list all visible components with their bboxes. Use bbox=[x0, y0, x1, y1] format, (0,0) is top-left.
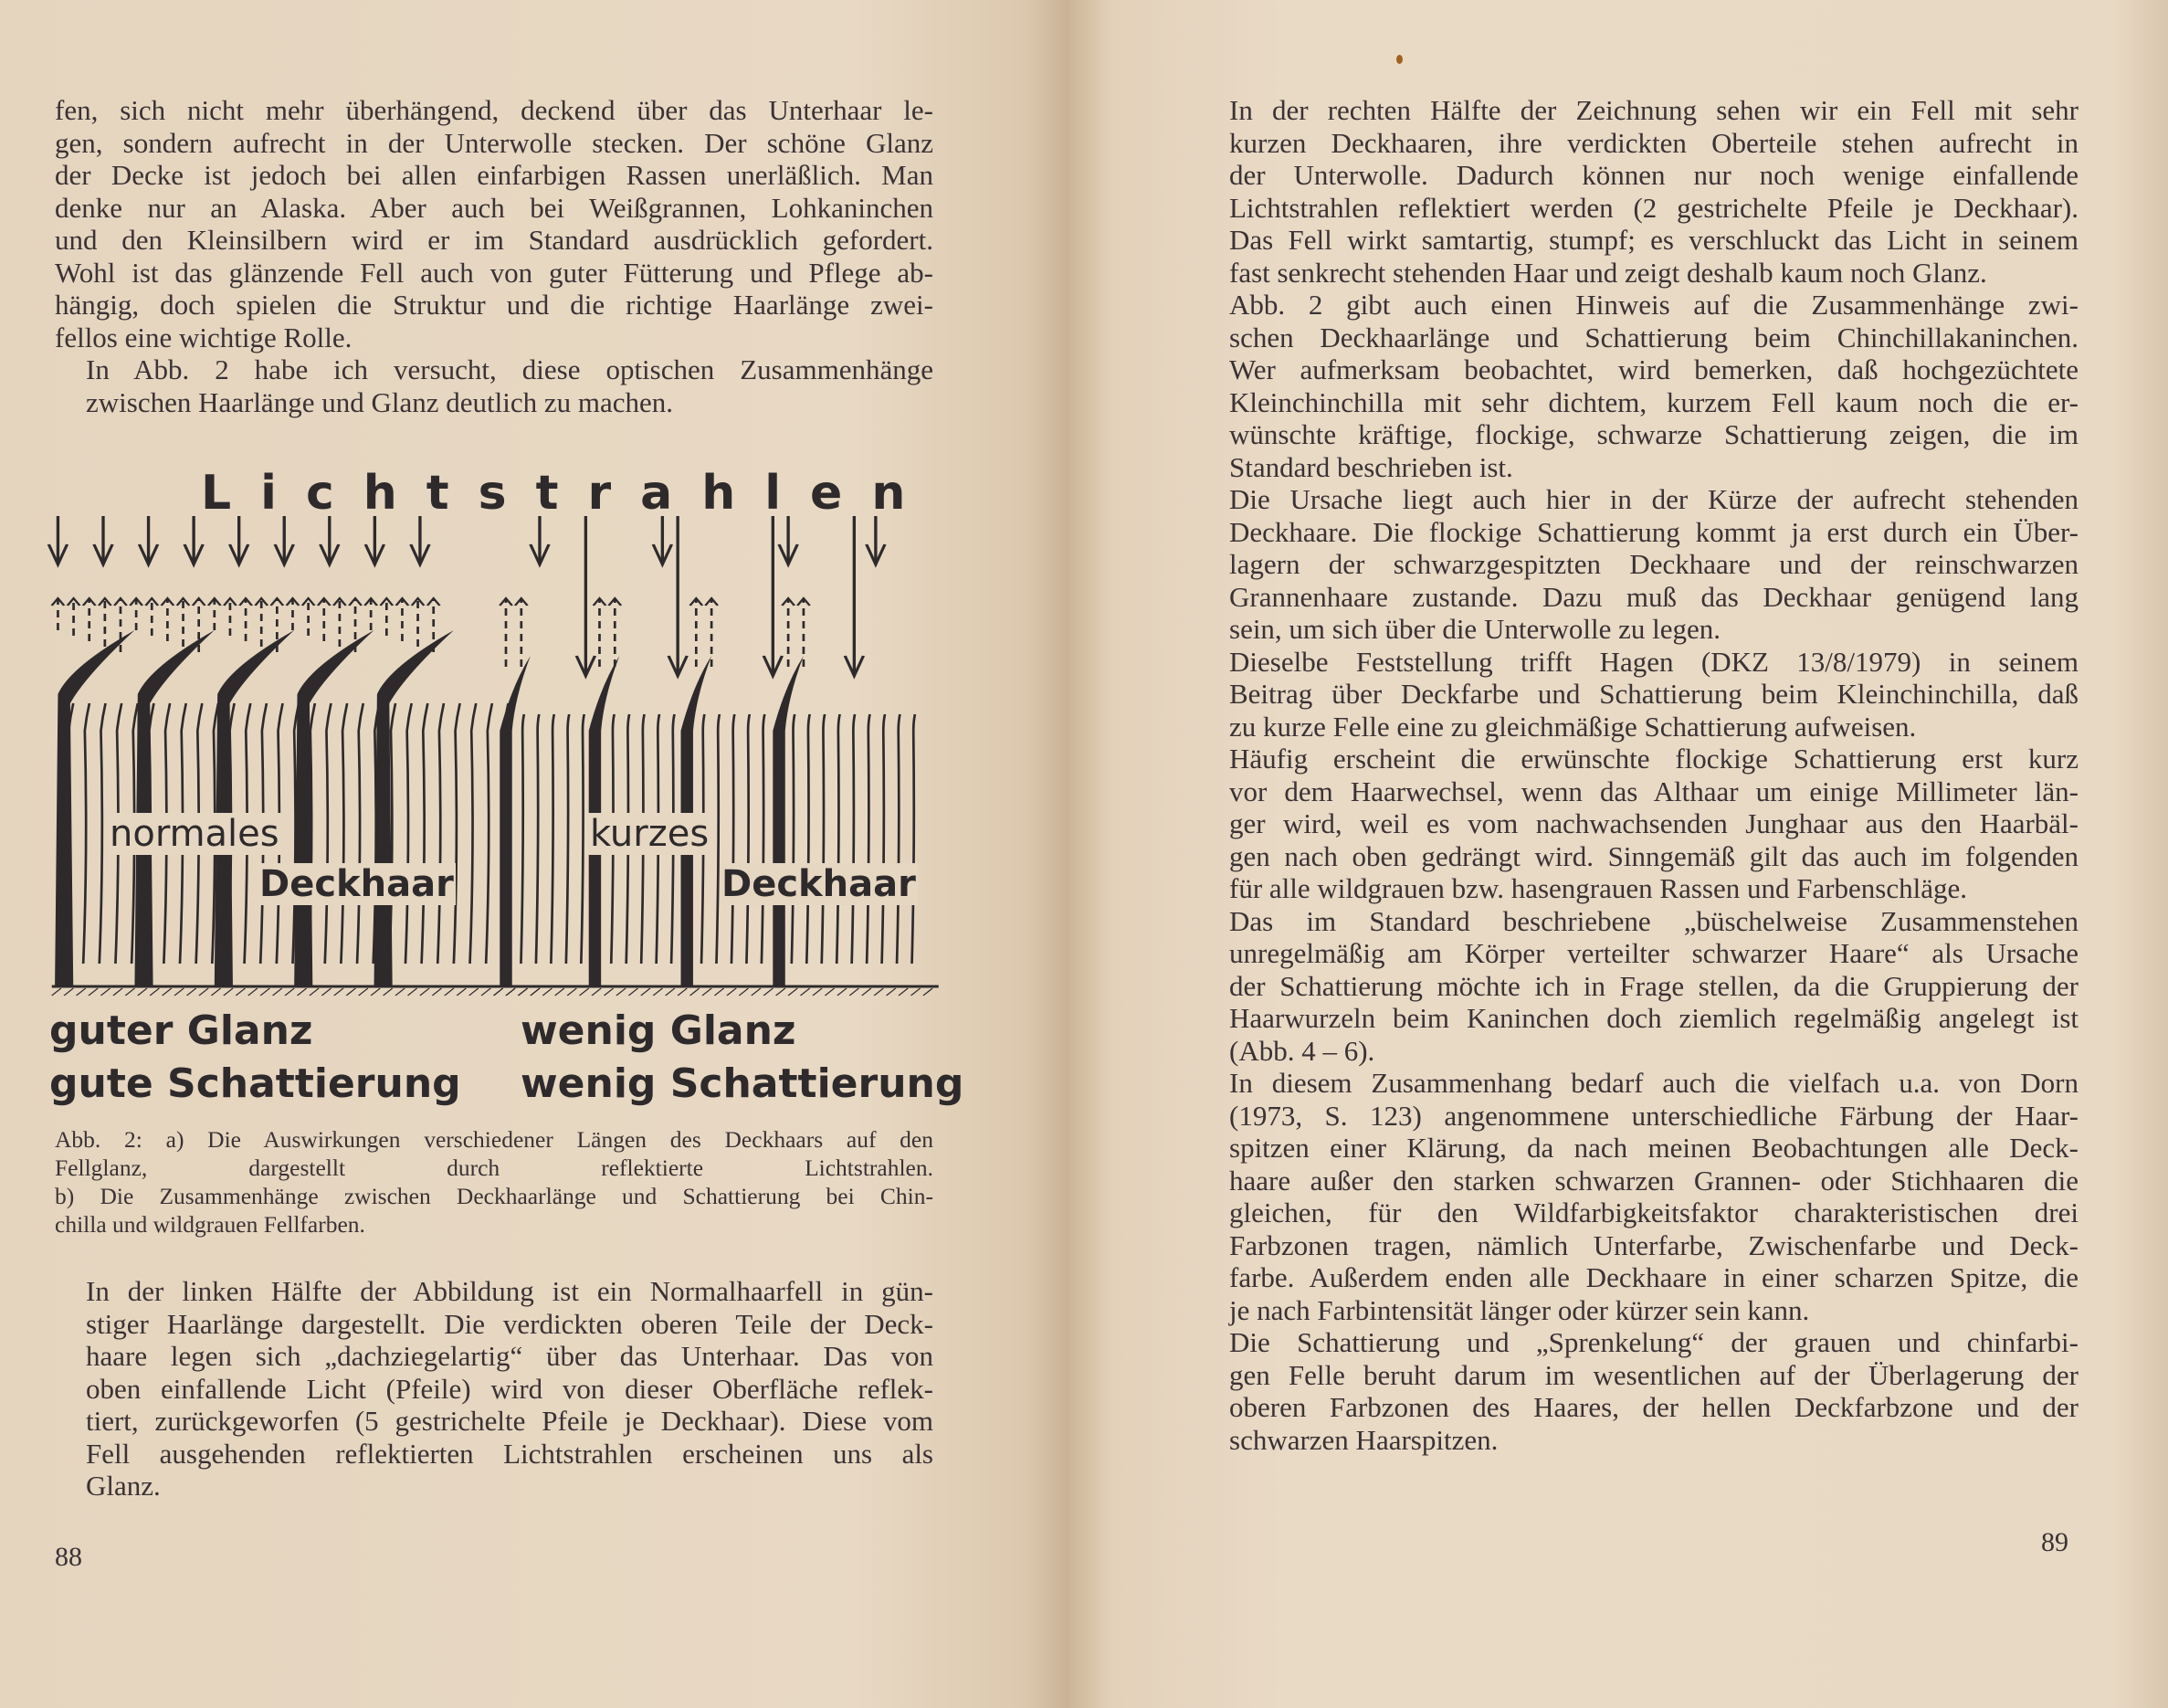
arrowhead-icon bbox=[114, 598, 126, 606]
text-line: ger wird, weil es vom nachwachsenden Junghaar aus den Haarbäl- bbox=[1229, 807, 2079, 839]
skin-hatch bbox=[506, 988, 515, 996]
skin-hatch bbox=[163, 988, 172, 996]
text-line: lagern der schwarzgespitzten Deckhaare und der reinschwarzen bbox=[1229, 548, 2079, 580]
text-line: Häufig erscheint die erwünschte flockige Schattierung erst kurz bbox=[1229, 743, 2079, 775]
guard-hair bbox=[374, 630, 454, 986]
page-number-left: 88 bbox=[55, 1542, 82, 1572]
text-line: (1973, S. 123) angenommene unterschiedliche Färbung der Haar- bbox=[1229, 1099, 2079, 1132]
text-line: stiger Haarlänge dargestellt. Die verdickten oberen Teile der Deck- bbox=[86, 1307, 933, 1340]
skin-hatch bbox=[702, 988, 711, 996]
skin-hatch bbox=[813, 988, 822, 996]
arrowhead-icon bbox=[193, 598, 205, 606]
skin-hatch bbox=[531, 988, 540, 996]
skin-hatch bbox=[899, 988, 908, 996]
text-line: Haarwurzeln beim Kaninchen doch ziemlich regelmäßig angelegt ist bbox=[1229, 1002, 2079, 1034]
result-right-glanz: wenig Glanz bbox=[521, 1007, 796, 1054]
text-line: gleichen, für den Wildfarbigkeitsfaktor charakteristischen drei bbox=[1229, 1197, 2079, 1228]
underhair-line bbox=[454, 703, 460, 964]
result-left-glanz: guter Glanz bbox=[49, 1007, 313, 1054]
skin-hatch bbox=[862, 988, 871, 996]
skin-hatch bbox=[494, 988, 503, 996]
underhair-line bbox=[470, 703, 477, 964]
text-line: Abb. 2: a) Die Auswirkungen verschiedener Längen des Deckhaars auf den bbox=[55, 1126, 933, 1153]
paragraph bbox=[55, 353, 933, 418]
text-line: Glanz. bbox=[86, 1470, 161, 1502]
underhair-line bbox=[422, 703, 428, 964]
skin-hatch bbox=[384, 988, 393, 996]
result-left-schattierung: gute Schattierung bbox=[49, 1060, 461, 1107]
text-line: hängig, doch spielen die Struktur und die richtige Haarlänge zwei- bbox=[55, 289, 933, 321]
label-deckhaar-right: Deckhaar bbox=[721, 863, 916, 905]
text-line: zwischen Haarlänge und Glanz deutlich zu machen. bbox=[86, 385, 673, 418]
skin-hatch bbox=[776, 988, 785, 996]
skin-hatch bbox=[752, 988, 761, 996]
text-line: schen Deckhaarlänge und Schattierung beim Chinchillakaninchen. bbox=[1229, 321, 2079, 353]
underhair-line bbox=[882, 714, 885, 964]
text-line: oben einfallende Licht (Pfeile) wird von dieser Oberfläche reflek- bbox=[86, 1372, 933, 1405]
underhair-line bbox=[716, 714, 719, 964]
skin-hatch bbox=[432, 988, 441, 996]
underhair-line bbox=[566, 714, 569, 964]
text-line: der Schattierung möchte ich in Frage stellen, da die Gruppierung der bbox=[1229, 969, 2079, 1002]
text-line: vor dem Haarwechsel, wenn das Althaar um einige Millimeter län- bbox=[1229, 775, 2079, 807]
skin-hatch bbox=[481, 988, 490, 996]
text-line: tiert, zurückgeworfen (5 gestrichelte Pfeile je Deckhaar). Diese vom bbox=[86, 1405, 933, 1437]
underhair-line bbox=[762, 714, 764, 964]
text-line: farbe. Außerdem enden alle Deckhaare in einer scharzen Spitze, die bbox=[1229, 1261, 2079, 1293]
skin-hatch bbox=[825, 988, 834, 996]
text-line: In der rechten Hälfte der Zeichnung sehen wir ein Fell mit sehr bbox=[1229, 94, 2079, 126]
paragraph bbox=[1198, 483, 2079, 646]
left-page-bottom-text bbox=[55, 1275, 933, 1502]
left-page-top-text bbox=[55, 94, 933, 418]
text-line: der Unterwolle. Dadurch können nur noch wenige einfallende bbox=[1229, 159, 2079, 191]
text-line: zu kurze Felle eine zu gleichmäßige Schattierung aufweisen. bbox=[1229, 710, 1917, 743]
paper-stain bbox=[1396, 55, 1403, 64]
paragraph bbox=[1198, 289, 2079, 483]
text-line: Kleinchinchilla mit sehr dichtem, kurzem Fell kaum noch die er- bbox=[1229, 385, 2079, 418]
text-line: Wohl ist das glänzende Fell auch von guter Fütterung und Pflege ab- bbox=[55, 256, 933, 289]
arrowhead-icon bbox=[349, 598, 361, 606]
paragraph bbox=[1198, 94, 2079, 289]
skin-hatch bbox=[298, 988, 307, 996]
underhair-line bbox=[551, 714, 553, 964]
skin-hatch bbox=[567, 988, 576, 996]
skin-hatch bbox=[371, 988, 380, 996]
skin-hatch bbox=[555, 988, 564, 996]
underhair-line bbox=[792, 714, 795, 964]
underhair-line bbox=[521, 714, 523, 964]
text-line: In der linken Hälfte der Abbildung ist ein Normalhaarfell in gün- bbox=[86, 1275, 933, 1307]
skin-hatch bbox=[334, 988, 343, 996]
figure-title: Lichtstrahlen bbox=[201, 466, 935, 521]
skin-hatch bbox=[187, 988, 196, 996]
skin-hatch bbox=[714, 988, 723, 996]
skin-hatch bbox=[849, 988, 858, 996]
text-line: Das im Standard beschriebene „büschelweise Zusammenstehen bbox=[1229, 904, 2079, 937]
text-line: gen Felle beruht darum im wesentlichen auf der Überlagerung der bbox=[1229, 1358, 2079, 1391]
underhair-line bbox=[581, 714, 584, 964]
skin-hatch bbox=[100, 988, 110, 996]
skin-hatch bbox=[628, 988, 637, 996]
paragraph bbox=[1198, 743, 2079, 905]
skin-hatch bbox=[641, 988, 650, 996]
arrowhead-icon bbox=[271, 598, 283, 606]
skin-hatch bbox=[285, 988, 294, 996]
text-line: der Decke ist jedoch bei allen einfarbigen Rassen unerläßlich. Man bbox=[55, 159, 933, 191]
underhair-line bbox=[83, 703, 89, 964]
skin-hatch bbox=[616, 988, 626, 996]
underhair-line bbox=[867, 714, 869, 964]
skin-hatch bbox=[801, 988, 810, 996]
skin-hatch bbox=[346, 988, 355, 996]
skin-hatch bbox=[113, 988, 122, 996]
underhair-line bbox=[405, 703, 412, 964]
skin-hatch bbox=[469, 988, 479, 996]
skin-hatch bbox=[77, 988, 86, 996]
text-line: In Abb. 2 habe ich versucht, diese optischen Zusammenhänge bbox=[86, 353, 933, 385]
text-line: haare außer den starken schwarzen Grannen- oder Stichhaaren die bbox=[1229, 1164, 2079, 1197]
text-line: Farbzonen tragen, nämlich Unterfarbe, Zwischenfarbe und Deck- bbox=[1229, 1228, 2079, 1261]
skin-hatch bbox=[923, 988, 932, 996]
paragraph bbox=[1198, 1326, 2079, 1456]
text-line: b) Die Zusammenhänge zwischen Deckhaarlänge und Schattierung bei Chin- bbox=[55, 1183, 933, 1209]
text-line: chilla und wildgrauen Fellfarben. bbox=[55, 1211, 365, 1238]
skin-hatch bbox=[874, 988, 883, 996]
skin-hatch bbox=[592, 988, 601, 996]
skin-hatch bbox=[211, 988, 220, 996]
underhair-line bbox=[325, 703, 332, 964]
underhair-line bbox=[746, 714, 749, 964]
skin-hatch bbox=[395, 988, 405, 996]
label-deckhaar-left: Deckhaar bbox=[259, 863, 454, 905]
skin-hatch bbox=[224, 988, 233, 996]
label-kurzes: kurzes bbox=[590, 813, 710, 855]
underhair-line bbox=[731, 714, 734, 964]
text-line: fellos eine wichtige Rolle. bbox=[55, 321, 353, 353]
text-line: (Abb. 4 – 6). bbox=[1229, 1034, 1375, 1067]
result-right-schattierung: wenig Schattierung bbox=[521, 1060, 964, 1107]
skin-hatch bbox=[727, 988, 736, 996]
skin-hatch bbox=[457, 988, 466, 996]
underhair-line bbox=[822, 714, 825, 964]
skin-hatch bbox=[580, 988, 589, 996]
underhair-line bbox=[897, 714, 900, 964]
skin-hatch bbox=[911, 988, 921, 996]
skin-hatch bbox=[542, 988, 552, 996]
text-line: Die Ursache liegt auch hier in der Kürze der aufrecht stehenden bbox=[1229, 483, 2079, 515]
text-line: Fell ausgehenden reflektierten Lichtstrahlen erscheinen uns als bbox=[86, 1437, 933, 1470]
text-line: fast senkrecht stehenden Haar und zeigt deshalb kaum noch Glanz. bbox=[1229, 256, 1987, 289]
text-line: Abb. 2 gibt auch einen Hinweis auf die Zusammenhänge zwi- bbox=[1229, 289, 2079, 321]
text-line: denke nur an Alaska. Aber auch bei Weißgrannen, Lohkaninchen bbox=[55, 191, 933, 224]
guard-hair bbox=[134, 630, 214, 986]
text-line: wünschte kräftige, flockige, schwarze Schattierung zeigen, die im bbox=[1229, 418, 2079, 450]
text-line: Deckhaare. Die flockige Schattierung kommt ja erst durch ein Über- bbox=[1229, 515, 2079, 548]
skin-hatch bbox=[678, 988, 687, 996]
underhair-line bbox=[852, 714, 855, 964]
underhair-line bbox=[806, 714, 809, 964]
skin-hatch bbox=[321, 988, 331, 996]
text-line: Grannenhaare zustande. Dazu muß das Deckhaar genügend lang bbox=[1229, 580, 2079, 613]
skin-hatch bbox=[407, 988, 416, 996]
text-line: kurzen Deckhaaren, ihre verdickten Oberteile stehen aufrecht in bbox=[1229, 126, 2079, 159]
right-page-text bbox=[1198, 94, 2079, 1456]
text-line: für alle wildgrauen bzw. hasengrauen Rassen und Farbenschläge. bbox=[1229, 872, 1968, 904]
text-line: Standard beschrieben ist. bbox=[1229, 450, 1513, 483]
skin-hatch bbox=[89, 988, 98, 996]
skin-hatch bbox=[248, 988, 258, 996]
skin-hatch bbox=[174, 988, 184, 996]
text-line: haare legen sich „dachziegelartig“ über das Unterhaar. Das von bbox=[86, 1340, 933, 1372]
text-line: sein, um sich über die Unterwolle zu legen. bbox=[1229, 613, 1721, 645]
underhair-line bbox=[437, 703, 444, 964]
paragraph bbox=[1198, 646, 2079, 743]
text-line: In diesem Zusammenhang bedarf auch die vielfach u.a. von Dorn bbox=[1229, 1067, 2079, 1099]
text-line: Beitrag über Deckfarbe und Schattierung beim Kleinchinchilla, daß bbox=[1229, 678, 2079, 710]
skin-hatch bbox=[690, 988, 700, 996]
guard-hair bbox=[55, 630, 134, 986]
skin-hatch bbox=[788, 988, 797, 996]
text-line: je nach Farbintensität länger oder kürzer sein kann. bbox=[1229, 1293, 1810, 1326]
underhair-line bbox=[357, 703, 363, 964]
result-left bbox=[49, 1005, 461, 1111]
result-right bbox=[521, 1005, 963, 1111]
paragraph bbox=[1198, 1067, 2079, 1326]
figure-caption bbox=[55, 1125, 933, 1239]
guard-hair bbox=[773, 656, 804, 986]
text-line: unregelmäßig am Körper verteilter schwarzer Haare“ als Ursache bbox=[1229, 937, 2079, 969]
skin-hatch bbox=[64, 988, 73, 996]
skin-hatch bbox=[739, 988, 748, 996]
skin-hatch bbox=[236, 988, 245, 996]
guard-hair bbox=[215, 630, 294, 986]
text-line: gen nach oben gedrängt wird. Sinngemäß gilt das auch im folgenden bbox=[1229, 839, 2079, 872]
skin-hatch bbox=[310, 988, 319, 996]
underhair-line bbox=[912, 714, 915, 964]
skin-hatch bbox=[653, 988, 662, 996]
skin-hatch bbox=[445, 988, 454, 996]
skin-hatch bbox=[125, 988, 134, 996]
text-line: und den Kleinsilbern wird er im Standard ausdrücklich gefordert. bbox=[55, 224, 933, 256]
text-line: oberen Farbzonen des Haares, der hellen Deckfarbzone und der bbox=[1229, 1391, 2079, 1423]
skin-hatch bbox=[52, 988, 61, 996]
underhair-line bbox=[341, 703, 347, 964]
text-line: Die Schattierung und „Sprenkelung“ der grauen und chinfarbi- bbox=[1229, 1326, 2079, 1358]
skin-hatch bbox=[837, 988, 847, 996]
page-number-right: 89 bbox=[2041, 1527, 2068, 1557]
skin-hatch bbox=[150, 988, 159, 996]
text-line: Das Fell wirkt samtartig, stumpf; es verschluckt das Licht in seinem bbox=[1229, 224, 2079, 256]
skin-hatch bbox=[199, 988, 208, 996]
skin-hatch bbox=[273, 988, 282, 996]
underhair-line bbox=[837, 714, 839, 964]
paragraph bbox=[55, 1275, 933, 1502]
underhair-line bbox=[536, 714, 539, 964]
figure-abb-2 bbox=[46, 457, 964, 1114]
skin-hatch bbox=[359, 988, 368, 996]
skin-hatch bbox=[260, 988, 269, 996]
text-line: spitzen einer Klärung, da nach meinen Beobachtungen alle Deck- bbox=[1229, 1132, 2079, 1164]
text-line: schwarzen Haarspitzen. bbox=[1229, 1423, 1499, 1456]
guard-hair bbox=[500, 656, 531, 986]
underhair-line bbox=[100, 703, 106, 964]
skin-hatch bbox=[605, 988, 614, 996]
text-line: Lichtstrahlen reflektiert werden (2 gestrichelte Pfeile je Deckhaar). bbox=[1229, 191, 2079, 224]
text-line: Wer aufmerksam beobachtet, wird bemerken, daß hochgezüchtete bbox=[1229, 353, 2079, 385]
text-line: gen, sondern aufrecht in der Unterwolle stecken. Der schöne Glanz bbox=[55, 126, 933, 159]
skin-hatch bbox=[518, 988, 527, 996]
paragraph bbox=[1198, 905, 2079, 1068]
text-line: fen, sich nicht mehr überhängend, deckend über das Unterhaar le- bbox=[55, 94, 933, 126]
skin-hatch bbox=[887, 988, 896, 996]
guard-hair bbox=[294, 630, 374, 986]
text-line: Fellglanz, dargestellt durch reflektierte Lichtstrahlen. bbox=[55, 1154, 933, 1181]
paragraph bbox=[55, 94, 933, 353]
underhair-line bbox=[486, 703, 492, 964]
arrowhead-icon bbox=[427, 598, 439, 606]
skin-hatch bbox=[138, 988, 147, 996]
text-line: Dieselbe Feststellung trifft Hagen (DKZ 13/8/1979) in seinem bbox=[1229, 645, 2079, 678]
skin-hatch bbox=[666, 988, 675, 996]
skin-hatch bbox=[420, 988, 429, 996]
skin-hatch bbox=[763, 988, 773, 996]
label-normales: normales bbox=[110, 813, 279, 855]
